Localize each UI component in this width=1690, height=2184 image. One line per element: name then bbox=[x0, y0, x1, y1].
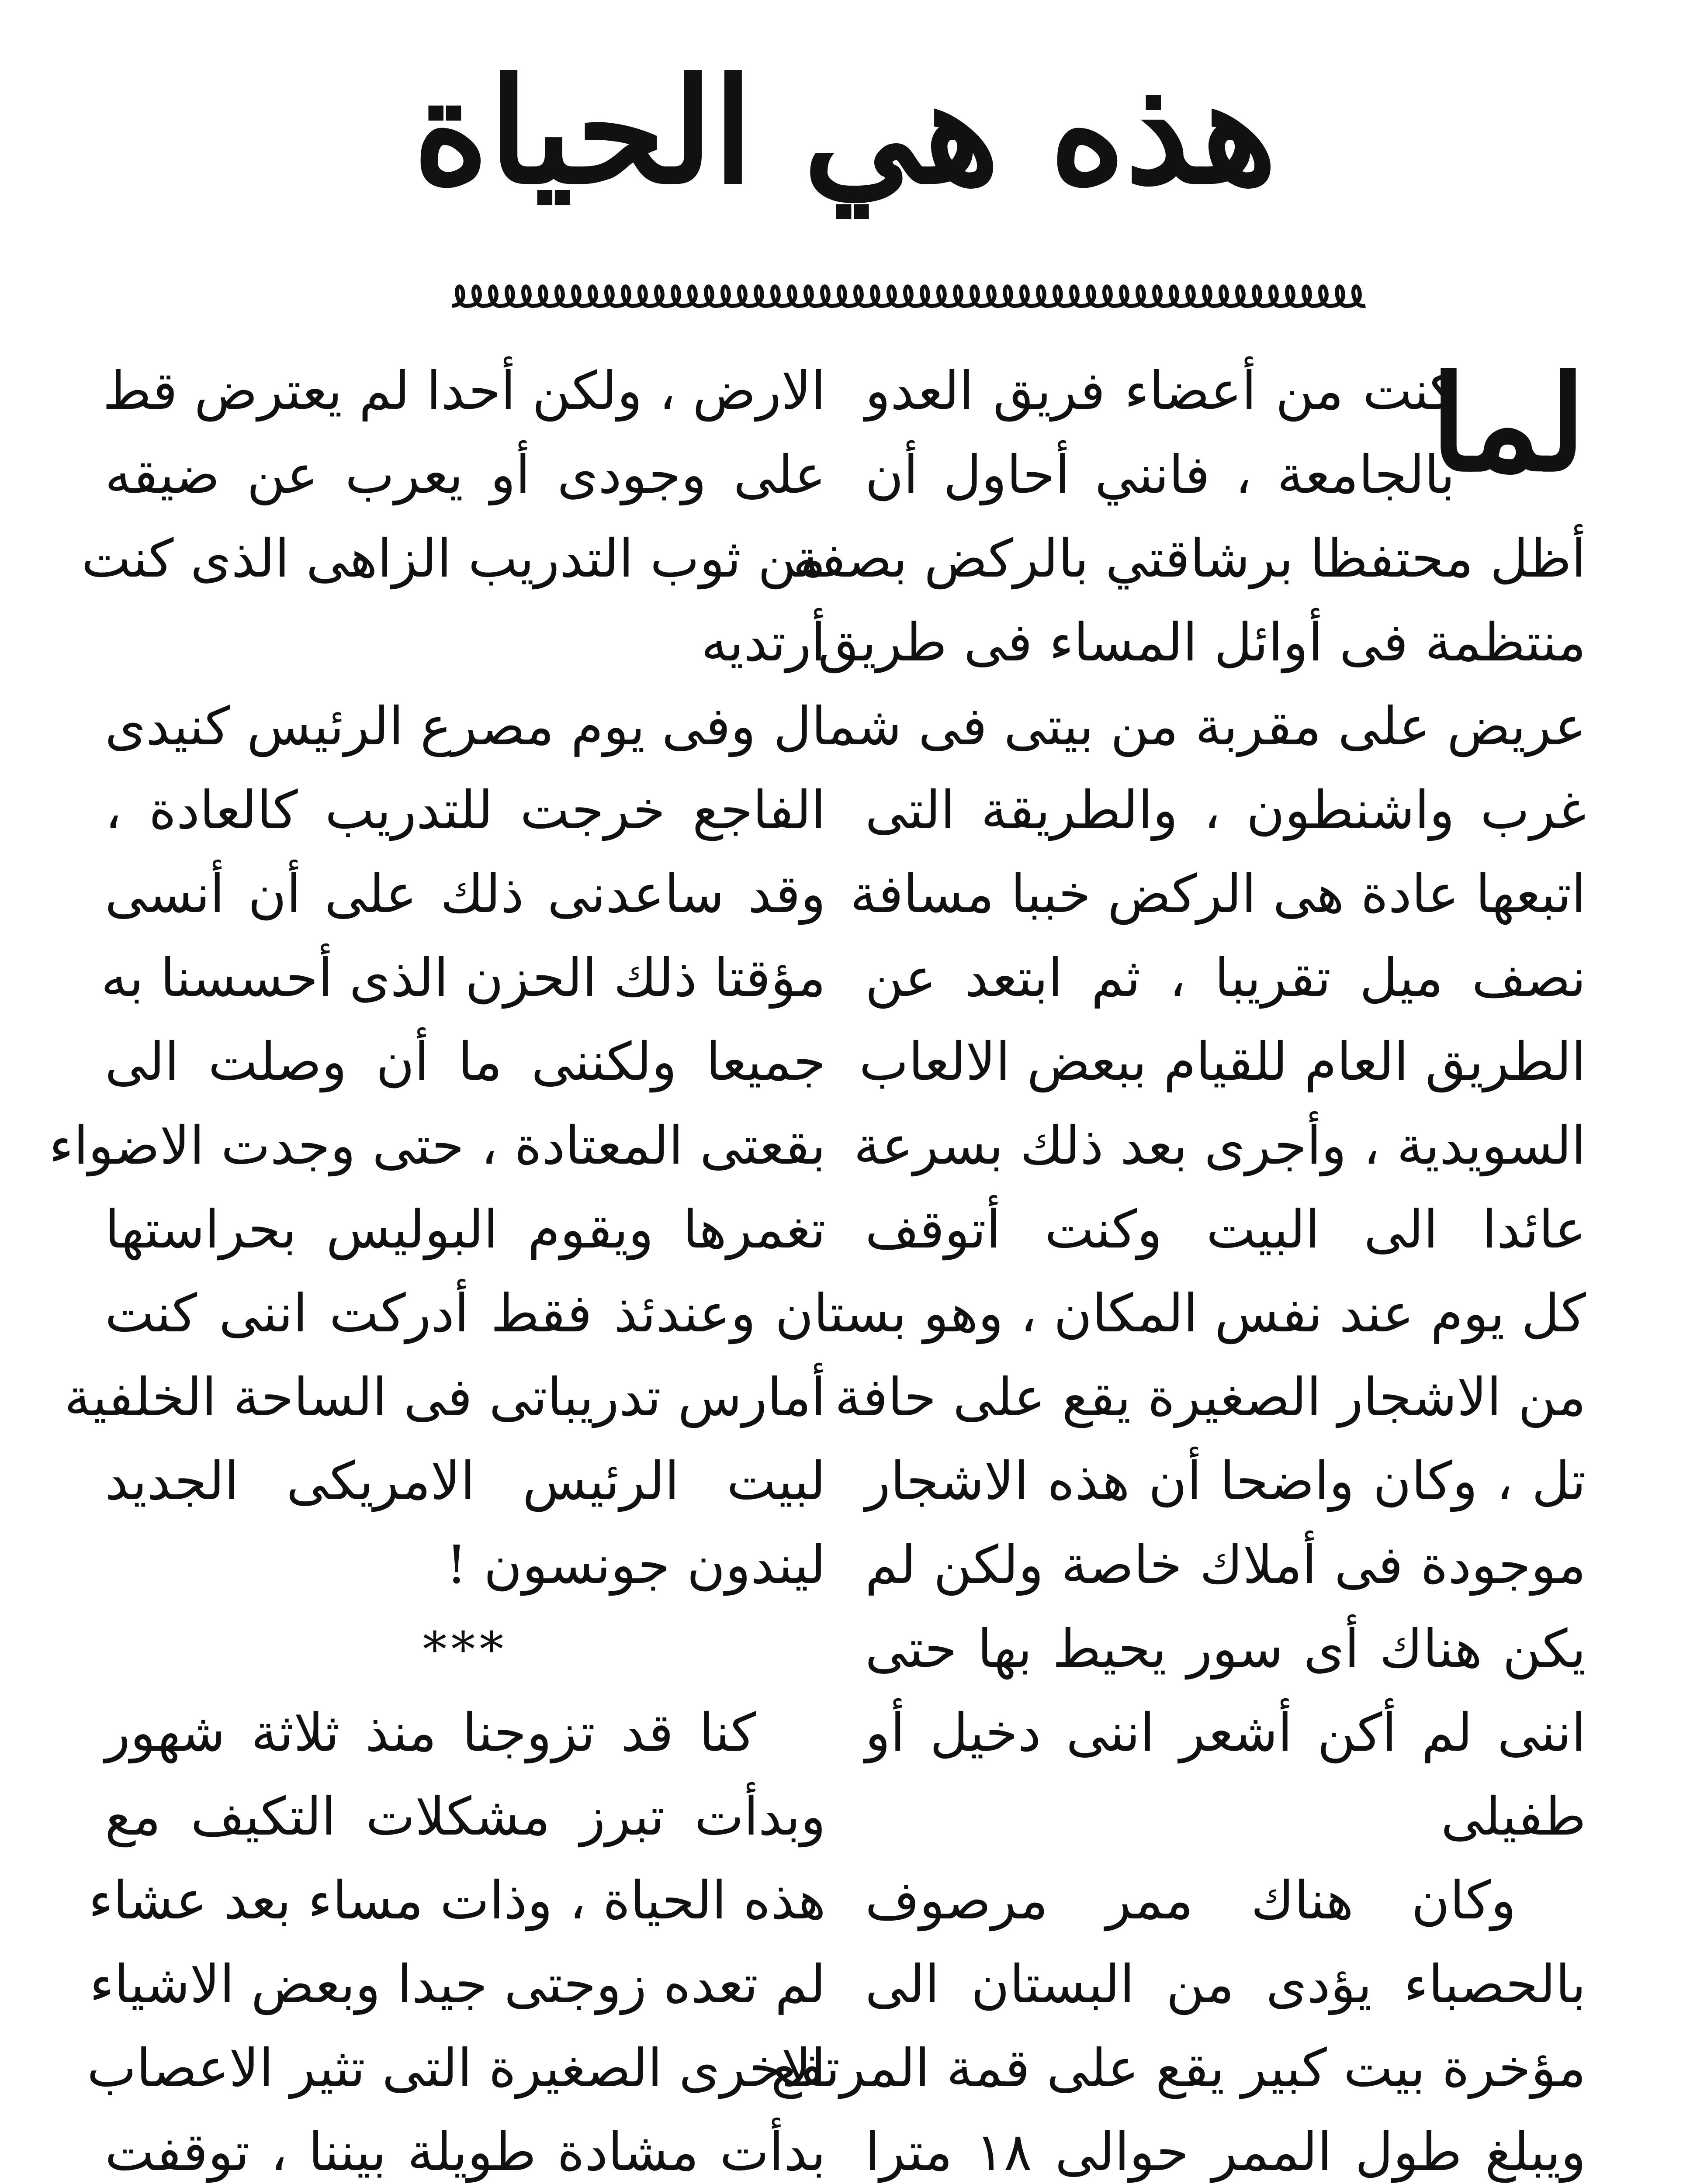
decorative-loop-border bbox=[450, 280, 1372, 319]
left-column-line: مؤقتا ذلك الحزن الذى أحسسنا به bbox=[101, 948, 826, 1009]
left-column-line: من ثوب التدريب الزاهى الذى كنت bbox=[81, 529, 826, 589]
page-title: هذه هي الحياة bbox=[413, 46, 1277, 216]
left-column-line: الفاجع خرجت للتدريب كالعادة ، bbox=[105, 780, 826, 841]
right-column-line: وكان هناك ممر مرصوف bbox=[865, 1870, 1516, 1931]
left-column-line: بقعتى المعتادة ، حتى وجدت الاضواء bbox=[49, 1116, 826, 1176]
left-column-line: الارض ، ولكن أحدا لم يعترض قط bbox=[103, 361, 826, 422]
left-column-line: هذه الحياة ، وذات مساء بعد عشاء bbox=[88, 1870, 826, 1931]
right-column-line: نصف ميل تقريبا ، ثم ابتعد عن bbox=[865, 948, 1586, 1009]
right-column-line: موجودة فى أملاك خاصة ولكن لم bbox=[865, 1535, 1586, 1596]
paragraph-text: بالجامعة ، فانني أحاول أن bbox=[865, 445, 1455, 505]
right-column-line: طفيلى bbox=[1441, 1787, 1586, 1847]
left-column-line: الاخرى الصغيرة التى تثير الاعصاب bbox=[87, 2038, 826, 2099]
left-column-line: وقد ساعدنى ذلك على أن أنسى bbox=[105, 864, 826, 925]
right-column-line: تل ، وكان واضحا أن هذه الاشجار bbox=[865, 1451, 1586, 1512]
paragraph-text: كنت من أعضاء فريق العدو bbox=[865, 361, 1455, 422]
right-column-line: منتظمة فى أوائل المساء فى طريق bbox=[818, 612, 1586, 673]
right-column-line: ويبلغ طول الممر حوالى ١٨ مترا bbox=[865, 2122, 1586, 2183]
right-column-line: غرب واشنطون ، والطريقة التى bbox=[865, 780, 1586, 841]
section-separator: *** bbox=[422, 1621, 508, 1677]
right-column-line: كل يوم عند نفس المكان ، وهو بستان bbox=[775, 1283, 1586, 1344]
left-column-line: على وجودى أو يعرب عن ضيقه bbox=[105, 445, 826, 505]
right-column-line: أظل محتفظا برشاقتي بالركض بصفة bbox=[793, 529, 1586, 589]
left-column-line: لبيت الرئيس الامريكى الجديد bbox=[105, 1451, 826, 1512]
left-column-line: وبدأت تبرز مشكلات التكيف مع bbox=[105, 1787, 826, 1847]
right-column-line: اتبعها عادة هى الركض خببا مسافة bbox=[850, 864, 1586, 925]
right-column bbox=[771, 346, 1586, 2184]
left-column-line: جميعا ولكننى ما أن وصلت الى bbox=[105, 1032, 826, 1092]
left-column-line: أمارس تدريباتى فى الساحة الخلفية bbox=[64, 1367, 826, 1428]
left-column-line: أرتديه bbox=[701, 612, 826, 673]
left-column-line: ليندون جونسون ! bbox=[446, 1535, 826, 1596]
left-column-line: لم تعده زوجتى جيدا وبعض الاشياء bbox=[89, 1954, 826, 2015]
right-column-line: بالحصباء يؤدى من البستان الى bbox=[865, 1954, 1586, 2015]
right-column-line: عريض على مقربة من بيتى فى شمال bbox=[773, 696, 1586, 757]
right-column-line: اننى لم أكن أشعر اننى دخيل أو bbox=[865, 1703, 1586, 1763]
left-column-line: وعندئذ فقط أدركت اننى كنت bbox=[105, 1283, 756, 1344]
right-column-line: من الاشجار الصغيرة يقع على حافة bbox=[835, 1367, 1586, 1428]
left-column bbox=[49, 349, 826, 2184]
right-column-line: السويدية ، وأجرى بعد ذلك بسرعة bbox=[853, 1116, 1586, 1176]
right-column-line bbox=[865, 433, 1586, 517]
left-column-line: بدأت مشادة طويلة بيننا ، توقفت bbox=[105, 2122, 826, 2183]
left-column-line: وفى يوم مصرع الرئيس كنيدى bbox=[105, 696, 756, 757]
right-column-line: يكن هناك أى سور يحيط بها حتى bbox=[865, 1619, 1586, 1679]
left-column-line: كنا قد تزوجنا منذ ثلاثة شهور bbox=[105, 1703, 756, 1763]
left-column-line: تغمرها ويقوم البوليس بحراستها bbox=[105, 1199, 826, 1260]
right-column-line: مؤخرة بيت كبير يقع على قمة المرتفع bbox=[771, 2038, 1586, 2099]
right-column-line: عائدا الى البيت وكنت أتوقف bbox=[865, 1199, 1586, 1260]
drop-cap: لما bbox=[1430, 346, 1586, 501]
right-column-line: الطريق العام للقيام ببعض الالعاب bbox=[859, 1032, 1586, 1092]
